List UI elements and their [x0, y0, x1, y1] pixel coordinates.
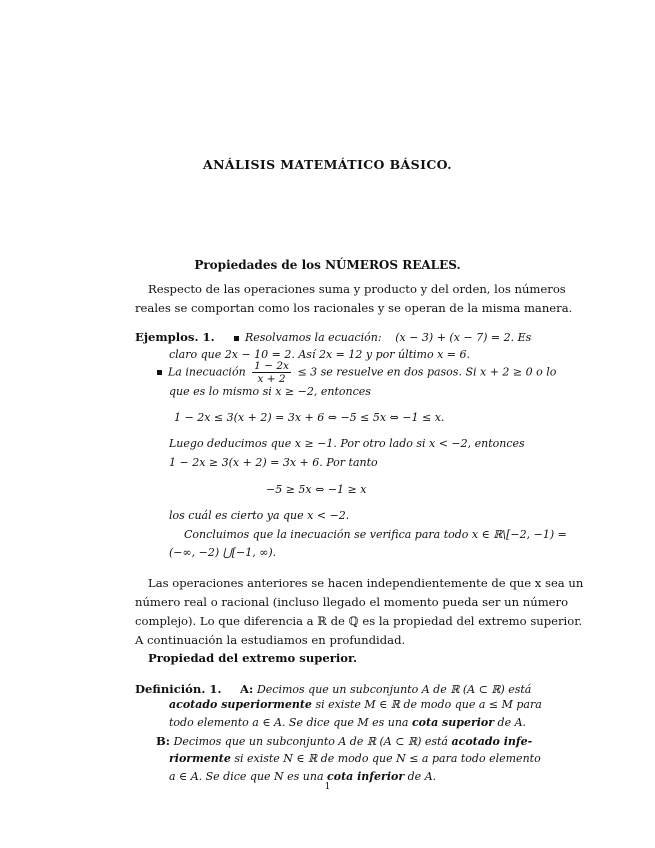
- example-2-pre: La inecuación: [168, 365, 246, 379]
- definition-a-text: Decimos que un subconjunto A de ℝ (A ⊂ ℝ) está: [256, 683, 532, 696]
- definition-b-line-2-rest: si existe N ∈ ℝ de modo que N ≤ a para todo elemento: [234, 752, 541, 765]
- term-acotado-inferiormente-2: riormente: [169, 752, 231, 765]
- fraction-denominator: x + 2: [257, 373, 286, 385]
- luego-line-2: 1 − 2x ≥ 3(x + 2) = 3x + 6. Por tanto: [169, 456, 378, 469]
- example-2-line-2: que es lo mismo si x ≥ −2, entonces: [169, 385, 371, 398]
- term-acotado-inferiormente-1: acotado infe-: [451, 735, 533, 748]
- conclusion-line-2: (−∞, −2) ⋃[−1, ∞).: [169, 546, 277, 559]
- definition-label: [135, 680, 222, 699]
- example-1-line-2: claro que 2x − 10 = 2. Así 2x = 12 y por último x = 6.: [169, 348, 470, 361]
- example-2-post: ≤ 3 se resuelve en dos pasos. Si x + 2 ≥ 0 o lo: [297, 365, 557, 379]
- examples-label-text: Ejemplos. 1.: [135, 330, 215, 344]
- bullet-icon: [234, 336, 239, 341]
- bullet-icon: [157, 370, 162, 375]
- subsection-title: Propiedad del extremo superior.: [148, 651, 358, 665]
- display-equation-2: −5 ≥ 5x ⇔ −1 ≥ x: [266, 483, 367, 496]
- intro-line-1: Respecto de las operaciones suma y producto y del orden, los números: [148, 282, 566, 296]
- paragraph-2-line-1: Las operaciones anteriores se hacen independientemente de que x sea un: [148, 576, 584, 590]
- definition-b-text: Decimos que un subconjunto A de ℝ (A ⊂ ℝ) está: [173, 735, 448, 748]
- term-acotado-superiormente: acotado superiormente: [169, 698, 312, 711]
- definition-b-line-2: [169, 752, 541, 765]
- definition-a-line-3: [169, 716, 526, 729]
- page-number: 1: [324, 782, 331, 792]
- definition-a-label: A:: [240, 682, 254, 696]
- term-cota-superior: cota superior: [411, 716, 495, 729]
- example-item-2: [157, 360, 556, 385]
- fraction-numerator: 1 − 2x: [254, 360, 289, 372]
- document-title: ANÁLISIS MATEMÁTICO BÁSICO.: [203, 157, 452, 172]
- paragraph-2-line-2: número real o racional (incluso llegado el momento pueda ser un número: [135, 595, 569, 609]
- definition-label-text: Definición. 1.: [135, 682, 222, 696]
- definition-a-line-3-pre: todo elemento a ∈ A. Se dice que M es una: [169, 716, 409, 729]
- term-cota-inferior: cota inferior: [327, 770, 405, 783]
- definition-a-line-2: [169, 698, 542, 711]
- example-1-equation: (x − 3) + (x − 7) = 2. Es: [395, 331, 532, 344]
- paragraph-2-line-3: complejo). Lo que diferencia a ℝ de ℚ es la propiedad del extremo superior.: [135, 614, 583, 628]
- display-equation-1: 1 − 2x ≤ 3(x + 2) = 3x + 6 ⇔ −5 ≤ 5x ⇔ −1 ≤ x.: [174, 411, 445, 424]
- fraction: [252, 360, 291, 385]
- section-title: Propiedades de los NÚMEROS REALES.: [194, 258, 461, 272]
- definition-a-line-3-post: de A.: [497, 716, 527, 729]
- definition-b-label: B:: [156, 734, 171, 748]
- example-item-1: [234, 328, 531, 347]
- conclusion-line-1: Concluimos que la inecuación se verifica para todo x ∈ ℝ\[−2, −1) =: [184, 528, 567, 541]
- paragraph-2-line-4: A continuación la estudiamos en profundidad.: [135, 633, 406, 647]
- intro-line-2: reales se comportan como los racionales y se operan de la misma manera.: [135, 301, 573, 315]
- definition-a-line-2-rest: si existe M ∈ ℝ de modo que a ≤ M para: [315, 698, 542, 711]
- examples-label: [135, 328, 215, 347]
- definition-b-line-3-pre: a ∈ A. Se dice que N es una: [169, 770, 324, 783]
- definition-b-line-3-post: de A.: [407, 770, 437, 783]
- definition-a-line-1: [240, 680, 531, 699]
- cual-line: los cuál es cierto ya que x < −2.: [169, 509, 350, 522]
- definition-b-line-1: [156, 734, 532, 748]
- luego-line-1: Luego deducimos que x ≥ −1. Por otro lado si x < −2, entonces: [169, 437, 525, 450]
- example-1-text: Resolvamos la ecuación:: [245, 331, 382, 344]
